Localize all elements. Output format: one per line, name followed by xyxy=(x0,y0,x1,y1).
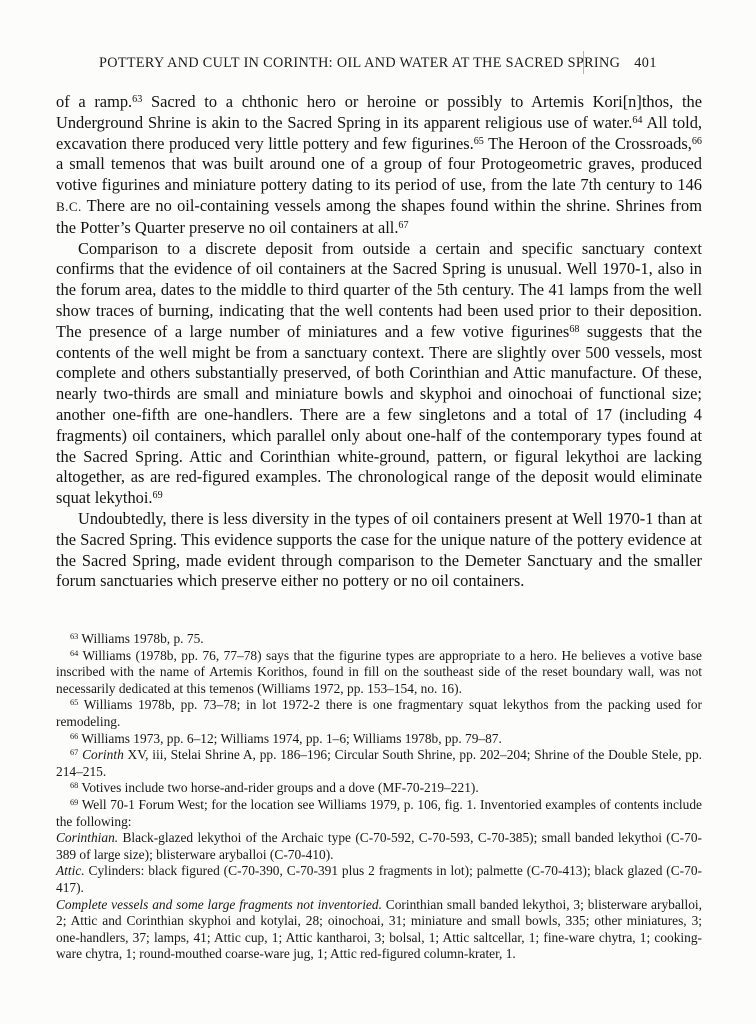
text-segment: Williams 1973, pp. 6–12; Williams 1974, pp. 1–6; Williams 1978b, pp. 79–87. xyxy=(81,730,502,746)
text-segment: Complete vessels and some large fragments not inventoried. xyxy=(56,896,382,912)
footnotes-block xyxy=(56,631,702,963)
main-text xyxy=(56,92,702,592)
text-segment: of a ramp. xyxy=(56,92,133,111)
footnote-number: 67 xyxy=(70,748,79,758)
text-segment: Corinthian small banded lekythoi, 3; blisterware aryballoi, 2; Attic and Corinthian skyphoi and kotylai, 28; oinochoai, 31; miniature and small bowls, 335; other miniatures, 3; one-handlers, 37; lamps, 41; Attic cup, 1; Attic kantharoi, 3; bolsal, 1; Attic saltcellar, 1; fine-ware chytra, 1; cooking-ware chytra, 1; round-mouthed coarse-ware jug, 1; Attic red-figured column-krater, 1. xyxy=(56,896,702,962)
text-segment: B.C. xyxy=(56,198,82,214)
footnote-marker: 65 xyxy=(473,135,484,147)
running-head xyxy=(0,55,756,72)
footnote-continuation xyxy=(56,830,702,863)
text-segment: The Heroon of the Crossroads, xyxy=(483,133,692,153)
text-segment: Comparison to a discrete deposit from outside a certain and specific sanctuary context confirms that the evidence of oil containers at the Sacred Spring is unusual. Well 1970-1, also in the forum area, dates to the middle to third quarter of the 5th century. The 41 lamps from the well show traces of burning, indicating that the well contents had been used prior to their deposition. The presence of a large number of miniatures and a few votive figurines xyxy=(56,238,702,341)
footnote xyxy=(56,747,702,780)
text-segment: Sacred to a chthonic hero or heroine or possibly to Artemis Kori[n]thos, the Underground Shrine is akin to the Sacred Spring in its apparent religious use of water. xyxy=(56,92,702,132)
footnote-marker: 69 xyxy=(152,490,163,502)
text-segment: There are no oil-containing vessels among the shapes found within the shrine. Shrines from the Potter’s Quarter preserve no oil containers at all. xyxy=(56,195,702,237)
footnote xyxy=(56,631,702,648)
footnote-number: 64 xyxy=(70,648,79,658)
text-segment: Williams 1978b, p. 75. xyxy=(81,631,204,646)
footnote-number: 66 xyxy=(70,731,79,741)
footnote-number: 65 xyxy=(70,698,79,708)
text-segment: Cylinders: black figured (C-70-390, C-70-391 plus 2 fragments in lot); palmette (C-70-413); black glazed (C-70-417). xyxy=(56,863,702,895)
body-paragraph xyxy=(56,92,702,239)
page-number: 401 xyxy=(634,55,657,71)
footnote xyxy=(56,697,702,730)
footnote-continuation xyxy=(56,863,702,896)
footnote-marker: 63 xyxy=(132,94,143,106)
text-segment: Corinth xyxy=(82,747,124,763)
text-segment: XV, iii, Stelai Shrine A, pp. 186–196; Circular South Shrine, pp. 202–204; Shrine of the Double Stele, pp. 214–215. xyxy=(56,747,702,779)
body-paragraph xyxy=(56,509,702,592)
footnote xyxy=(56,797,702,830)
text-segment: Votives include two horse-and-rider groups and a dove (MF-70-219–221). xyxy=(81,780,479,796)
footnote-marker: 64 xyxy=(632,114,643,126)
text-segment: Williams (1978b, pp. 76, 77–78) says that the figurine types are appropriate to a hero. He believes a votive base inscribed with the name of Artemis Korithos, found in fill on the southeast side of the reset boundary wall, was not necessarily dedicated at this temenos (Williams 1972, pp. 153–154, no. 16). xyxy=(56,647,702,696)
text-segment: Undoubtedly, there is less diversity in the types of oil containers present at Well 1970-1 than at the Sacred Spring. This evidence supports the case for the unique nature of the pottery evidence at the Sacred Spring, made evident through comparison to the Demeter Sanctuary and the smaller forum sanctuaries which preserve either no pottery or no oil containers. xyxy=(56,508,702,591)
footnote xyxy=(56,731,702,748)
footnote-marker: 68 xyxy=(569,323,580,335)
text-segment: All told, excavation there produced very little pottery and few figurines. xyxy=(56,112,702,153)
footnote xyxy=(56,780,702,797)
scan-artifact-line xyxy=(583,51,584,74)
footnote-number: 68 xyxy=(70,781,79,791)
body-paragraph xyxy=(56,239,702,509)
footnote-number: 69 xyxy=(70,797,79,807)
text-segment: Williams 1978b, pp. 73–78; in lot 1972-2 there is one fragmentary squat lekythos from the packing used for remodeling. xyxy=(56,697,703,729)
text-segment: a small temenos that was built around one of a group of four Protogeometric graves, produced votive figurines and miniature pottery dating to its period of use, from the late 7th century to 146 xyxy=(56,154,702,195)
footnote xyxy=(56,648,702,698)
text-segment: Black-glazed lekythoi of the Archaic type (C-70-592, C-70-593, C-70-385); small banded lekythoi (C-70-389 of large size); blisterware aryballoi (C-70-410). xyxy=(56,830,702,862)
footnote-marker: 67 xyxy=(398,219,409,231)
text-segment: Corinthian. xyxy=(56,830,119,846)
footnote-number: 63 xyxy=(70,632,79,642)
footnote-continuation xyxy=(56,897,702,963)
text-segment: Attic. xyxy=(56,863,85,879)
text-segment: Well 70-1 Forum West; for the location see Williams 1979, p. 106, fig. 1. Inventoried examples of contents include the following: xyxy=(56,796,702,829)
footnote-marker: 66 xyxy=(691,135,702,147)
text-segment: suggests that the contents of the well might be from a sanctuary context. There are slightly over 500 vessels, most complete and others substantially preserved, of both Corinthian and Attic manufacture. Of these, nearly two-thirds are small and miniature bowls and skyphoi and oinochoai of functional size; another one-fifth are one-handlers. There are a few singletons and a total of 17 (including 4 fragments) oil containers, which parallel only about one-half of the contemporary types found at the Sacred Spring. Attic and Corinthian white-ground, pattern, or figural lekythoi are lacking altogether, as are red-figured examples. The chronological range of the deposit would eliminate squat lekythoi. xyxy=(56,321,702,508)
running-head-title: POTTERY AND CULT IN CORINTH: OIL AND WATER AT THE SACRED SPRING xyxy=(99,55,621,71)
